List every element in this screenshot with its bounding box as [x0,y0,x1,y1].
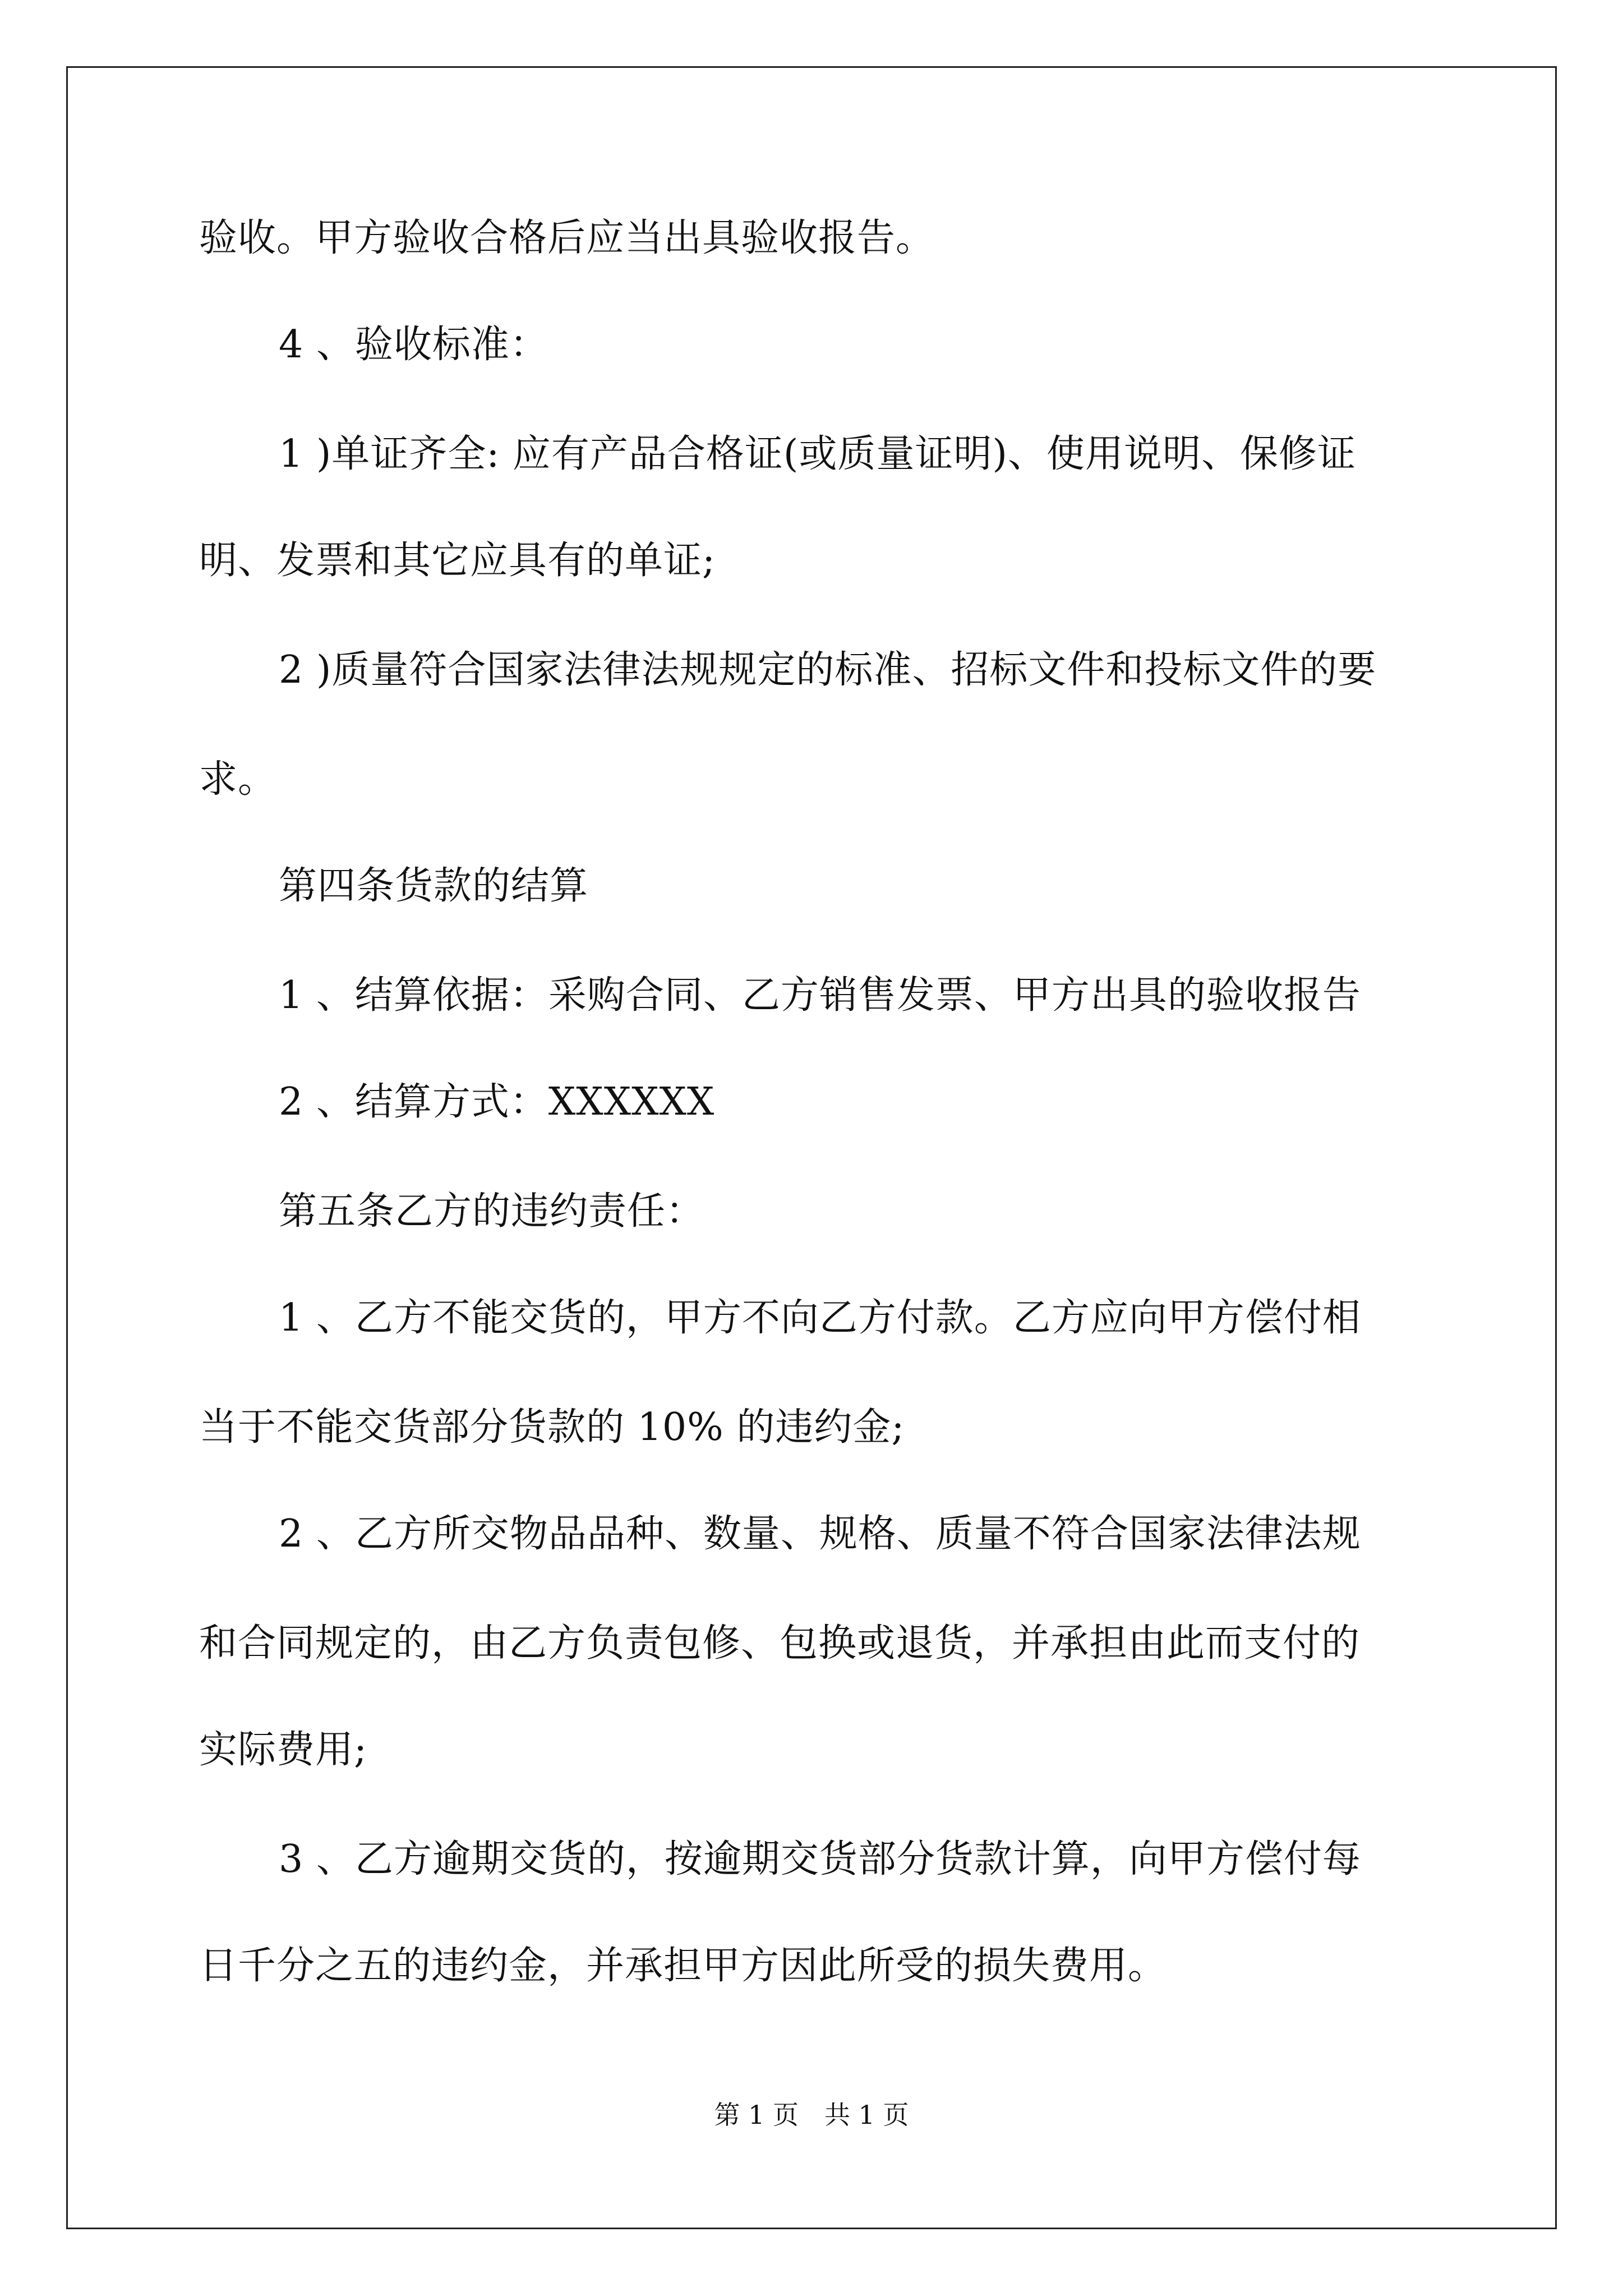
page-border [66,66,1557,2229]
text-line: 4 、验收标准： [279,323,548,367]
section-heading: 第四条货款的结算 [279,864,589,908]
text-line: 实际费用; [199,1728,367,1772]
text-line: 和合同规定的，由乙方负责包修、包换或退货，并承担由此而支付的 [199,1621,1361,1665]
text-line: 2 、乙方所交物品品种、数量、规格、质量不符合国家法律法规 [279,1512,1361,1556]
text-line: 2 、结算方式：XXXXXX [279,1080,715,1124]
text-line: 求。 [199,757,277,802]
page-number: 第 1 页 共 1 页 [714,2100,909,2130]
text-line: 1 、结算依据：采购合同、乙方销售发票、甲方出具的验收报告 [279,973,1361,1018]
text-line: 明、发票和其它应具有的单证; [199,539,716,583]
text-line: 验收。甲方验收合格后应当出具验收报告。 [199,216,935,260]
text-line: 日千分之五的违约金，并承担甲方因此所受的损失费用。 [199,1944,1167,1988]
text-line: 当于不能交货部分货款的 10% 的违约金; [199,1405,905,1450]
text-line: 1 )单证齐全: 应有产品合格证(或质量证明)、使用说明、保修证 [279,432,1356,476]
text-line: 1 、乙方不能交货的，甲方不向乙方付款。乙方应向甲方偿付相 [279,1296,1361,1340]
text-line: 2 )质量符合国家法律法规规定的标准、招标文件和投标文件的要 [279,648,1377,692]
section-heading: 第五条乙方的违约责任： [279,1189,705,1234]
text-line: 3 、乙方逾期交货的，按逾期交货部分货款计算，向甲方偿付每 [279,1837,1361,1881]
